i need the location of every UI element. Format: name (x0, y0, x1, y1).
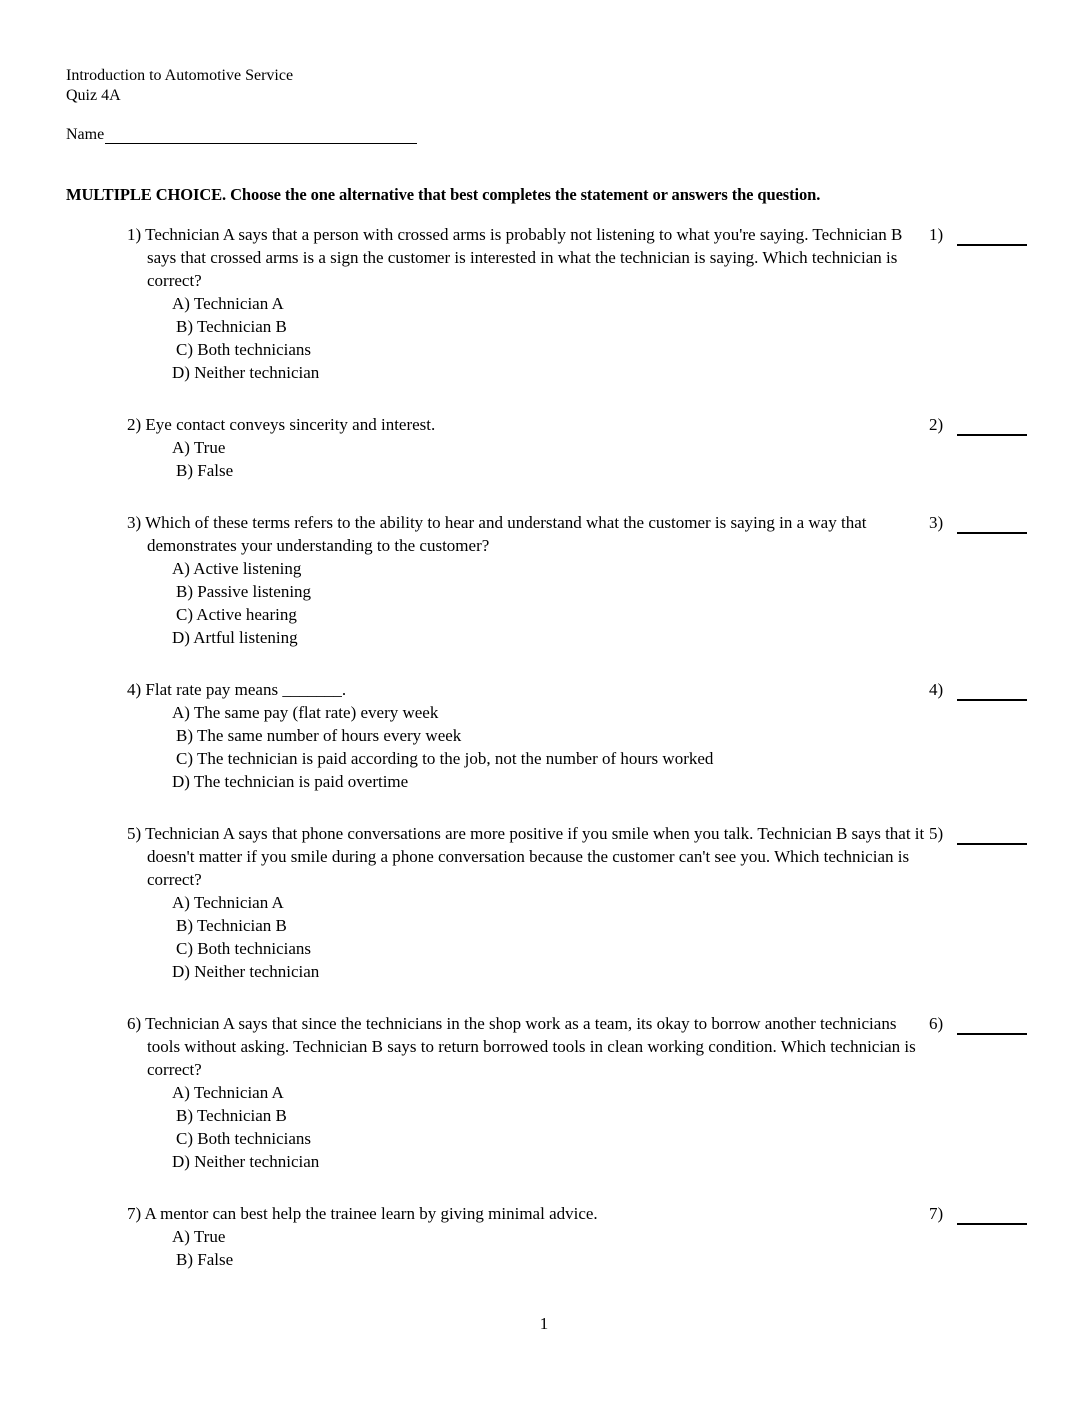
question-number: 3) (127, 513, 142, 532)
document-header (66, 66, 293, 106)
option-d[interactable]: D) Neither technician (172, 962, 320, 981)
quiz-title: Quiz 4A (66, 87, 121, 104)
question-text: Flat rate pay means _______. (145, 680, 347, 699)
course-title: Introduction to Automotive Service (66, 67, 294, 84)
question-stem (127, 678, 927, 701)
question-1 (127, 223, 1057, 384)
question-4 (127, 678, 1057, 793)
answer-slot (929, 223, 1027, 246)
answer-blank[interactable] (957, 416, 1027, 436)
answer-label: 4) (929, 680, 944, 699)
question-text: Technician A says that since the technicians in the shop work as a team, its okay to borrow another technicians tools without asking. Technician B says to return borrowed tools in clean working condition. Which technician is correct? (145, 1014, 916, 1079)
answer-blank[interactable] (957, 514, 1027, 534)
option-a[interactable]: A) Technician A (172, 893, 284, 912)
option-a[interactable]: A) True (172, 1227, 226, 1246)
option-list (127, 891, 1057, 983)
question-stem (127, 511, 927, 557)
question-text: Technician A says that phone conversations are more positive if you smile when you talk. Technician B says that it doesn't matter if you smile during a phone conversation because the customer can't see you. Which technician is correct? (145, 824, 925, 889)
option-b[interactable]: B) Passive listening (176, 582, 312, 601)
option-b[interactable]: B) Technician B (176, 1106, 287, 1125)
option-a[interactable]: A) True (172, 438, 226, 457)
answer-label: 5) (929, 824, 944, 843)
question-stem (127, 1202, 927, 1225)
option-list (127, 557, 1057, 649)
answer-label: 2) (929, 415, 944, 434)
option-list (127, 436, 1057, 482)
answer-slot (929, 511, 1027, 534)
option-c[interactable]: C) Both technicians (176, 340, 312, 359)
option-b[interactable]: B) False (176, 461, 234, 480)
question-number: 2) (127, 415, 142, 434)
answer-label: 7) (929, 1204, 944, 1223)
question-text: A mentor can best help the trainee learn by giving minimal advice. (144, 1204, 598, 1223)
name-field-row (66, 125, 417, 144)
option-b[interactable]: B) False (176, 1250, 234, 1269)
answer-slot (929, 413, 1027, 436)
answer-slot (929, 1202, 1027, 1225)
question-stem (127, 1012, 927, 1081)
answer-blank[interactable] (957, 681, 1027, 701)
option-a[interactable]: A) Technician A (172, 1083, 284, 1102)
option-a[interactable]: A) Active listening (172, 559, 302, 578)
answer-blank[interactable] (957, 226, 1027, 246)
option-c[interactable]: C) Both technicians (176, 939, 312, 958)
question-number: 7) (127, 1204, 142, 1223)
option-b[interactable]: B) The same number of hours every week (176, 726, 462, 745)
option-c[interactable]: C) Active hearing (176, 605, 297, 624)
question-2 (127, 413, 1057, 482)
question-7 (127, 1202, 1057, 1271)
option-list (127, 1225, 1057, 1271)
question-text: Eye contact conveys sincerity and interest. (145, 415, 436, 434)
option-d[interactable]: D) Neither technician (172, 1152, 320, 1171)
answer-label: 1) (929, 225, 944, 244)
option-d[interactable]: D) Neither technician (172, 363, 320, 382)
question-number: 1) (127, 225, 142, 244)
answer-blank[interactable] (957, 1205, 1027, 1225)
question-text: Technician A says that a person with crossed arms is probably not listening to what you're saying. Technician B says that crossed arms is a sign the customer is interested in what the technician is saying. Which technician is correct? (145, 225, 903, 290)
question-text: Which of these terms refers to the ability to hear and understand what the customer is saying in a way that demonstrates your understanding to the customer? (145, 513, 867, 555)
option-a[interactable]: A) Technician A (172, 294, 284, 313)
question-stem (127, 223, 927, 292)
question-6 (127, 1012, 1057, 1173)
option-c[interactable]: C) The technician is paid according to the job, not the number of hours worked (176, 749, 714, 768)
name-blank-line[interactable] (105, 125, 417, 144)
answer-label: 3) (929, 513, 944, 532)
option-d[interactable]: D) The technician is paid overtime (172, 772, 409, 791)
option-list (127, 701, 1057, 793)
question-3 (127, 511, 1057, 649)
page-number: 1 (539, 1314, 549, 1333)
question-stem (127, 413, 927, 436)
name-label: Name (66, 126, 105, 143)
answer-slot (929, 822, 1027, 845)
question-number: 5) (127, 824, 142, 843)
question-number: 4) (127, 680, 142, 699)
answer-slot (929, 678, 1027, 701)
option-c[interactable]: C) Both technicians (176, 1129, 312, 1148)
answer-blank[interactable] (957, 825, 1027, 845)
option-b[interactable]: B) Technician B (176, 317, 287, 336)
question-number: 6) (127, 1014, 142, 1033)
answer-blank[interactable] (957, 1015, 1027, 1035)
option-a[interactable]: A) The same pay (flat rate) every week (172, 703, 439, 722)
question-stem (127, 822, 927, 891)
option-list (127, 292, 1057, 384)
section-instructions: MULTIPLE CHOICE. Choose the one alternative that best completes the statement or answers the question. (66, 185, 821, 204)
answer-slot (929, 1012, 1027, 1035)
option-d[interactable]: D) Artful listening (172, 628, 298, 647)
question-5 (127, 822, 1057, 983)
option-list (127, 1081, 1057, 1173)
option-b[interactable]: B) Technician B (176, 916, 287, 935)
answer-label: 6) (929, 1014, 944, 1033)
